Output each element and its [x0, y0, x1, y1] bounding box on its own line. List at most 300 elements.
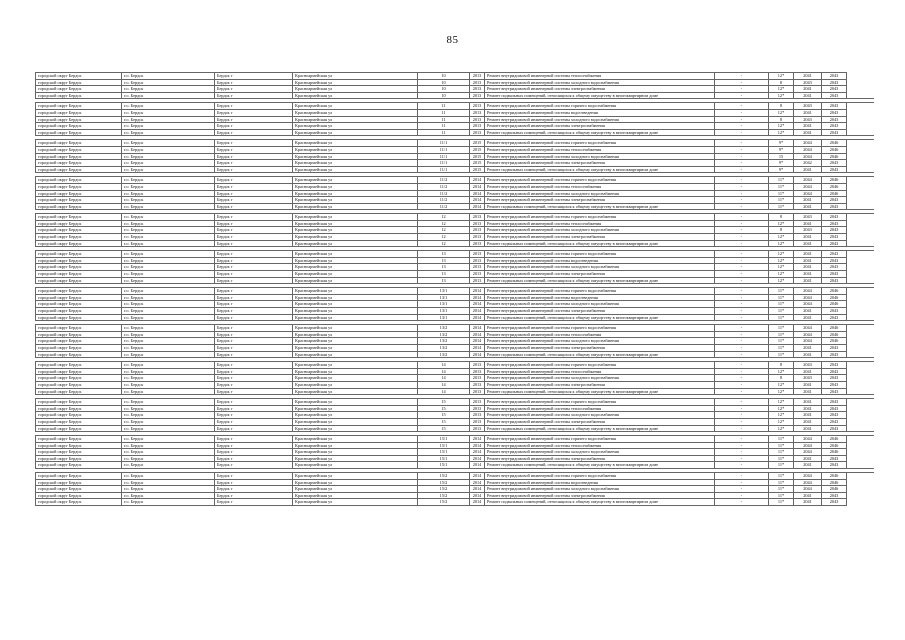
settlement-cell: Бердск г: [215, 103, 293, 110]
start-year-cell: 2044: [794, 294, 822, 301]
start-year-cell: 2043: [794, 116, 822, 123]
street-cell: Красноармейская ул: [293, 368, 418, 375]
dash-cell: -: [715, 455, 769, 462]
dash-cell: -: [715, 86, 769, 93]
start-year-cell: 2044: [794, 153, 822, 160]
city-district-cell: г.о. Бердск: [122, 190, 215, 197]
period-cell: 11*: [769, 479, 794, 486]
period-cell: 12*: [769, 368, 794, 375]
table-row: [36, 314, 874, 321]
street-cell: Красноармейская ул: [293, 442, 418, 449]
period-cell: 11*: [769, 455, 794, 462]
end-year-cell: 2043: [822, 227, 847, 234]
start-year-cell: 2041: [794, 351, 822, 358]
house-number-cell: 15/1: [418, 442, 470, 449]
period-cell: 11*: [769, 338, 794, 345]
dash-cell: -: [715, 214, 769, 221]
start-year-cell: 2044: [794, 146, 822, 153]
dash-cell: -: [715, 368, 769, 375]
street-cell: Красноармейская ул: [293, 153, 418, 160]
work-description-cell: Ремонт подвальных помещений, относящихся к общему имуществу в многоквартирном доме: [485, 388, 715, 395]
city-district-cell: г.о. Бердск: [122, 92, 215, 99]
settlement-cell: Бердск г: [215, 442, 293, 449]
start-year-cell: 2041: [794, 251, 822, 258]
work-description-cell: Ремонт внутридомовой инженерной системы теплоснабжения: [485, 146, 715, 153]
period-cell: 11*: [769, 462, 794, 469]
municipal-district-cell: городской округ Бердск: [36, 425, 122, 432]
settlement-cell: Бердск г: [215, 214, 293, 221]
work-description-cell: Ремонт внутридомовой инженерной системы холодного водоснабжения: [485, 375, 715, 382]
start-year-cell: 2041: [794, 123, 822, 130]
end-year-cell: 2046: [822, 294, 847, 301]
year-cell: 2013: [470, 116, 485, 123]
period-cell: 11*: [769, 331, 794, 338]
start-year-cell: 2041: [794, 129, 822, 136]
street-cell: Красноармейская ул: [293, 486, 418, 493]
work-description-cell: Ремонт внутридомовой инженерной системы электроснабжения: [485, 197, 715, 204]
settlement-cell: Бердск г: [215, 375, 293, 382]
dash-cell: -: [715, 308, 769, 315]
start-year-cell: 2041: [794, 166, 822, 173]
work-description-cell: Ремонт внутридомовой инженерной системы горячего водоснабжения: [485, 399, 715, 406]
house-number-cell: 11/2: [418, 197, 470, 204]
start-year-cell: 2041: [794, 308, 822, 315]
period-cell: 11*: [769, 473, 794, 480]
year-cell: 2013: [470, 271, 485, 278]
period-cell: 11*: [769, 486, 794, 493]
settlement-cell: Бердск г: [215, 92, 293, 99]
house-number-cell: 15: [418, 425, 470, 432]
start-year-cell: 2041: [794, 220, 822, 227]
street-cell: Красноармейская ул: [293, 351, 418, 358]
period-cell: 11*: [769, 177, 794, 184]
municipal-district-cell: городской округ Бердск: [36, 140, 122, 147]
work-description-cell: Ремонт внутридомовой инженерной системы холодного водоснабжения: [485, 116, 715, 123]
house-number-cell: 12: [418, 214, 470, 221]
dash-cell: -: [715, 183, 769, 190]
work-description-cell: Ремонт внутридомовой инженерной системы холодного водоснабжения: [485, 227, 715, 234]
period-cell: 12*: [769, 109, 794, 116]
table-row: [36, 166, 874, 173]
street-cell: Красноармейская ул: [293, 325, 418, 332]
house-number-cell: 12: [418, 240, 470, 247]
start-year-cell: 2044: [794, 177, 822, 184]
street-cell: Красноармейская ул: [293, 362, 418, 369]
municipal-district-cell: городской округ Бердск: [36, 257, 122, 264]
table-row: [36, 492, 874, 499]
end-year-cell: 2043: [822, 116, 847, 123]
year-cell: 2014: [470, 331, 485, 338]
table-row: [36, 381, 874, 388]
year-cell: 2015: [470, 146, 485, 153]
start-year-cell: 2044: [794, 288, 822, 295]
work-description-cell: Ремонт подвальных помещений, относящихся к общему имуществу в многоквартирном доме: [485, 166, 715, 173]
year-cell: 2014: [470, 197, 485, 204]
table-row: [36, 257, 874, 264]
dash-cell: -: [715, 146, 769, 153]
house-number-cell: 15/2: [418, 479, 470, 486]
period-cell: 12*: [769, 277, 794, 284]
table-row: [36, 153, 874, 160]
table-row: [36, 308, 874, 315]
end-year-cell: 2046: [822, 486, 847, 493]
settlement-cell: Бердск г: [215, 301, 293, 308]
period-cell: 9*: [769, 140, 794, 147]
municipal-district-cell: городской округ Бердск: [36, 183, 122, 190]
city-district-cell: г.о. Бердск: [122, 375, 215, 382]
house-number-cell: 11: [418, 116, 470, 123]
settlement-cell: Бердск г: [215, 177, 293, 184]
dash-cell: -: [715, 473, 769, 480]
settlement-cell: Бердск г: [215, 73, 293, 80]
start-year-cell: 2044: [794, 140, 822, 147]
period-cell: 11*: [769, 325, 794, 332]
table-row: [36, 399, 874, 406]
year-cell: 2014: [470, 486, 485, 493]
table-row: [36, 109, 874, 116]
street-cell: Красноармейская ул: [293, 412, 418, 419]
municipal-district-cell: городской округ Бердск: [36, 449, 122, 456]
year-cell: 2014: [470, 479, 485, 486]
dash-cell: -: [715, 220, 769, 227]
house-number-cell: 11: [418, 123, 470, 130]
table-row: [36, 288, 874, 295]
work-description-cell: Ремонт внутридомовой инженерной системы электроснабжения: [485, 234, 715, 241]
start-year-cell: 2041: [794, 264, 822, 271]
street-cell: Красноармейская ул: [293, 308, 418, 315]
table-row: [36, 73, 874, 80]
municipal-district-cell: городской округ Бердск: [36, 325, 122, 332]
table-row: [36, 375, 874, 382]
start-year-cell: 2041: [794, 425, 822, 432]
end-year-cell: 2043: [822, 375, 847, 382]
end-year-cell: 2046: [822, 146, 847, 153]
municipal-district-cell: городской округ Бердск: [36, 499, 122, 506]
municipal-district-cell: городской округ Бердск: [36, 220, 122, 227]
dash-cell: -: [715, 92, 769, 99]
period-cell: 11*: [769, 436, 794, 443]
table-row: [36, 123, 874, 130]
settlement-cell: Бердск г: [215, 486, 293, 493]
dash-cell: -: [715, 257, 769, 264]
table-row: [36, 177, 874, 184]
start-year-cell: 2041: [794, 86, 822, 93]
street-cell: Красноармейская ул: [293, 473, 418, 480]
house-number-cell: 13: [418, 251, 470, 258]
house-number-cell: 14: [418, 362, 470, 369]
municipal-district-cell: городской округ Бердск: [36, 338, 122, 345]
year-cell: 2014: [470, 190, 485, 197]
settlement-cell: Бердск г: [215, 271, 293, 278]
city-district-cell: г.о. Бердск: [122, 425, 215, 432]
work-description-cell: Ремонт внутридомовой инженерной системы электроснабжения: [485, 86, 715, 93]
street-cell: Красноармейская ул: [293, 388, 418, 395]
table-row: [36, 462, 874, 469]
period-cell: 12*: [769, 412, 794, 419]
house-number-cell: 14: [418, 388, 470, 395]
repair-plan-table: [35, 72, 874, 506]
work-description-cell: Ремонт внутридомовой инженерной системы электроснабжения: [485, 308, 715, 315]
dash-cell: -: [715, 436, 769, 443]
street-cell: Красноармейская ул: [293, 301, 418, 308]
start-year-cell: 2042: [794, 160, 822, 167]
dash-cell: -: [715, 160, 769, 167]
settlement-cell: Бердск г: [215, 294, 293, 301]
street-cell: Красноармейская ул: [293, 73, 418, 80]
start-year-cell: 2044: [794, 486, 822, 493]
table-row: [36, 449, 874, 456]
municipal-district-cell: городской округ Бердск: [36, 294, 122, 301]
house-number-cell: 11: [418, 109, 470, 116]
table-row: [36, 436, 874, 443]
city-district-cell: г.о. Бердск: [122, 462, 215, 469]
year-cell: 2013: [470, 381, 485, 388]
city-district-cell: г.о. Бердск: [122, 160, 215, 167]
municipal-district-cell: городской округ Бердск: [36, 160, 122, 167]
dash-cell: -: [715, 116, 769, 123]
municipal-district-cell: городской округ Бердск: [36, 399, 122, 406]
year-cell: 2014: [470, 462, 485, 469]
city-district-cell: г.о. Бердск: [122, 109, 215, 116]
city-district-cell: г.о. Бердск: [122, 418, 215, 425]
settlement-cell: Бердск г: [215, 86, 293, 93]
municipal-district-cell: городской округ Бердск: [36, 103, 122, 110]
end-year-cell: 2043: [822, 277, 847, 284]
table-row: [36, 160, 874, 167]
municipal-district-cell: городской округ Бердск: [36, 86, 122, 93]
city-district-cell: г.о. Бердск: [122, 240, 215, 247]
settlement-cell: Бердск г: [215, 203, 293, 210]
work-description-cell: Ремонт внутридомовой инженерной системы теплоснабжения: [485, 331, 715, 338]
start-year-cell: 2041: [794, 257, 822, 264]
year-cell: 2014: [470, 177, 485, 184]
year-cell: 2015: [470, 153, 485, 160]
year-cell: 2013: [470, 220, 485, 227]
repair-plan-table-container: [35, 72, 871, 506]
house-number-cell: 14: [418, 368, 470, 375]
settlement-cell: Бердск г: [215, 123, 293, 130]
street-cell: Красноармейская ул: [293, 264, 418, 271]
municipal-district-cell: городской округ Бердск: [36, 362, 122, 369]
settlement-cell: Бердск г: [215, 479, 293, 486]
start-year-cell: 2044: [794, 479, 822, 486]
end-year-cell: 2043: [822, 214, 847, 221]
year-cell: 2014: [470, 492, 485, 499]
dash-cell: -: [715, 197, 769, 204]
municipal-district-cell: городской округ Бердск: [36, 473, 122, 480]
house-number-cell: 10: [418, 92, 470, 99]
settlement-cell: Бердск г: [215, 190, 293, 197]
house-number-cell: 15/2: [418, 499, 470, 506]
end-year-cell: 2043: [822, 103, 847, 110]
street-cell: Красноармейская ул: [293, 227, 418, 234]
table-row: [36, 338, 874, 345]
year-cell: 2013: [470, 368, 485, 375]
year-cell: 2013: [470, 92, 485, 99]
settlement-cell: Бердск г: [215, 449, 293, 456]
start-year-cell: 2041: [794, 499, 822, 506]
municipal-district-cell: городской округ Бердск: [36, 146, 122, 153]
house-number-cell: 13/1: [418, 301, 470, 308]
street-cell: Красноармейская ул: [293, 251, 418, 258]
street-cell: Красноармейская ул: [293, 234, 418, 241]
settlement-cell: Бердск г: [215, 381, 293, 388]
table-row: [36, 264, 874, 271]
work-description-cell: Ремонт внутридомовой инженерной системы горячего водоснабжения: [485, 140, 715, 147]
end-year-cell: 2046: [822, 177, 847, 184]
settlement-cell: Бердск г: [215, 314, 293, 321]
settlement-cell: Бердск г: [215, 129, 293, 136]
year-cell: 2014: [470, 499, 485, 506]
municipal-district-cell: городской округ Бердск: [36, 344, 122, 351]
work-description-cell: Ремонт внутридомовой инженерной системы холодного водоснабжения: [485, 301, 715, 308]
table-row: [36, 220, 874, 227]
municipal-district-cell: городской округ Бердск: [36, 203, 122, 210]
settlement-cell: Бердск г: [215, 183, 293, 190]
end-year-cell: 2046: [822, 331, 847, 338]
start-year-cell: 2041: [794, 234, 822, 241]
street-cell: Красноармейская ул: [293, 116, 418, 123]
year-cell: 2013: [470, 86, 485, 93]
settlement-cell: Бердск г: [215, 405, 293, 412]
end-year-cell: 2043: [822, 92, 847, 99]
end-year-cell: 2043: [822, 388, 847, 395]
municipal-district-cell: городской округ Бердск: [36, 251, 122, 258]
city-district-cell: г.о. Бердск: [122, 153, 215, 160]
end-year-cell: 2046: [822, 153, 847, 160]
table-row: [36, 251, 874, 258]
dash-cell: -: [715, 351, 769, 358]
year-cell: 2013: [470, 103, 485, 110]
end-year-cell: 2043: [822, 73, 847, 80]
year-cell: 2013: [470, 412, 485, 419]
municipal-district-cell: городской округ Бердск: [36, 486, 122, 493]
work-description-cell: Ремонт внутридомовой инженерной системы горячего водоснабжения: [485, 103, 715, 110]
street-cell: Красноармейская ул: [293, 240, 418, 247]
settlement-cell: Бердск г: [215, 288, 293, 295]
end-year-cell: 2043: [822, 109, 847, 116]
street-cell: Красноармейская ул: [293, 183, 418, 190]
period-cell: 12*: [769, 86, 794, 93]
city-district-cell: г.о. Бердск: [122, 499, 215, 506]
work-description-cell: Ремонт внутридомовой инженерной системы электроснабжения: [485, 271, 715, 278]
dash-cell: -: [715, 462, 769, 469]
street-cell: Красноармейская ул: [293, 271, 418, 278]
municipal-district-cell: городской округ Бердск: [36, 166, 122, 173]
period-cell: 11*: [769, 288, 794, 295]
house-number-cell: 11/1: [418, 146, 470, 153]
dash-cell: -: [715, 227, 769, 234]
house-number-cell: 11/2: [418, 203, 470, 210]
year-cell: 2014: [470, 338, 485, 345]
table-row: [36, 234, 874, 241]
settlement-cell: Бердск г: [215, 257, 293, 264]
municipal-district-cell: городской округ Бердск: [36, 308, 122, 315]
table-row: [36, 388, 874, 395]
work-description-cell: Ремонт внутридомовой инженерной системы холодного водоснабжения: [485, 338, 715, 345]
settlement-cell: Бердск г: [215, 251, 293, 258]
start-year-cell: 2041: [794, 203, 822, 210]
settlement-cell: Бердск г: [215, 368, 293, 375]
street-cell: Красноармейская ул: [293, 381, 418, 388]
start-year-cell: 2043: [794, 375, 822, 382]
start-year-cell: 2041: [794, 92, 822, 99]
settlement-cell: Бердск г: [215, 351, 293, 358]
city-district-cell: г.о. Бердск: [122, 123, 215, 130]
work-description-cell: Ремонт внутридомовой инженерной системы теплоснабжения: [485, 368, 715, 375]
city-district-cell: г.о. Бердск: [122, 140, 215, 147]
start-year-cell: 2044: [794, 338, 822, 345]
start-year-cell: 2041: [794, 412, 822, 419]
settlement-cell: Бердск г: [215, 473, 293, 480]
dash-cell: -: [715, 344, 769, 351]
street-cell: Красноармейская ул: [293, 214, 418, 221]
dash-cell: -: [715, 331, 769, 338]
municipal-district-cell: городской округ Бердск: [36, 301, 122, 308]
start-year-cell: 2043: [794, 227, 822, 234]
period-cell: 9*: [769, 160, 794, 167]
start-year-cell: 2041: [794, 405, 822, 412]
end-year-cell: 2046: [822, 442, 847, 449]
dash-cell: -: [715, 123, 769, 130]
house-number-cell: 11/1: [418, 140, 470, 147]
dash-cell: -: [715, 277, 769, 284]
end-year-cell: 2043: [822, 462, 847, 469]
house-number-cell: 15/1: [418, 455, 470, 462]
start-year-cell: 2044: [794, 449, 822, 456]
end-year-cell: 2046: [822, 325, 847, 332]
start-year-cell: 2044: [794, 331, 822, 338]
period-cell: 12*: [769, 381, 794, 388]
street-cell: Красноармейская ул: [293, 190, 418, 197]
work-description-cell: Ремонт подвальных помещений, относящихся к общему имуществу в многоквартирном доме: [485, 203, 715, 210]
house-number-cell: 15: [418, 418, 470, 425]
table-row: [36, 473, 874, 480]
work-description-cell: Ремонт внутридомовой инженерной системы горячего водоснабжения: [485, 473, 715, 480]
dash-cell: -: [715, 166, 769, 173]
period-cell: 12*: [769, 73, 794, 80]
table-row: [36, 442, 874, 449]
settlement-cell: Бердск г: [215, 325, 293, 332]
street-cell: Красноармейская ул: [293, 166, 418, 173]
city-district-cell: г.о. Бердск: [122, 251, 215, 258]
year-cell: 2014: [470, 442, 485, 449]
settlement-cell: Бердск г: [215, 399, 293, 406]
city-district-cell: г.о. Бердск: [122, 166, 215, 173]
year-cell: 2014: [470, 203, 485, 210]
work-description-cell: Ремонт внутридомовой инженерной системы теплоснабжения: [485, 73, 715, 80]
work-description-cell: Ремонт внутридомовой инженерной системы водоотведения: [485, 479, 715, 486]
end-year-cell: 2043: [822, 492, 847, 499]
work-description-cell: Ремонт внутридомовой инженерной системы теплоснабжения: [485, 220, 715, 227]
period-cell: 12*: [769, 220, 794, 227]
dash-cell: -: [715, 264, 769, 271]
city-district-cell: г.о. Бердск: [122, 220, 215, 227]
period-cell: 8: [769, 214, 794, 221]
end-year-cell: 2043: [822, 86, 847, 93]
house-number-cell: 13/1: [418, 308, 470, 315]
city-district-cell: г.о. Бердск: [122, 129, 215, 136]
settlement-cell: Бердск г: [215, 146, 293, 153]
table-row: [36, 418, 874, 425]
municipal-district-cell: городской округ Бердск: [36, 375, 122, 382]
period-cell: 11*: [769, 190, 794, 197]
end-year-cell: 2043: [822, 251, 847, 258]
year-cell: 2014: [470, 294, 485, 301]
settlement-cell: Бердск г: [215, 153, 293, 160]
settlement-cell: Бердск г: [215, 331, 293, 338]
end-year-cell: 2043: [822, 203, 847, 210]
